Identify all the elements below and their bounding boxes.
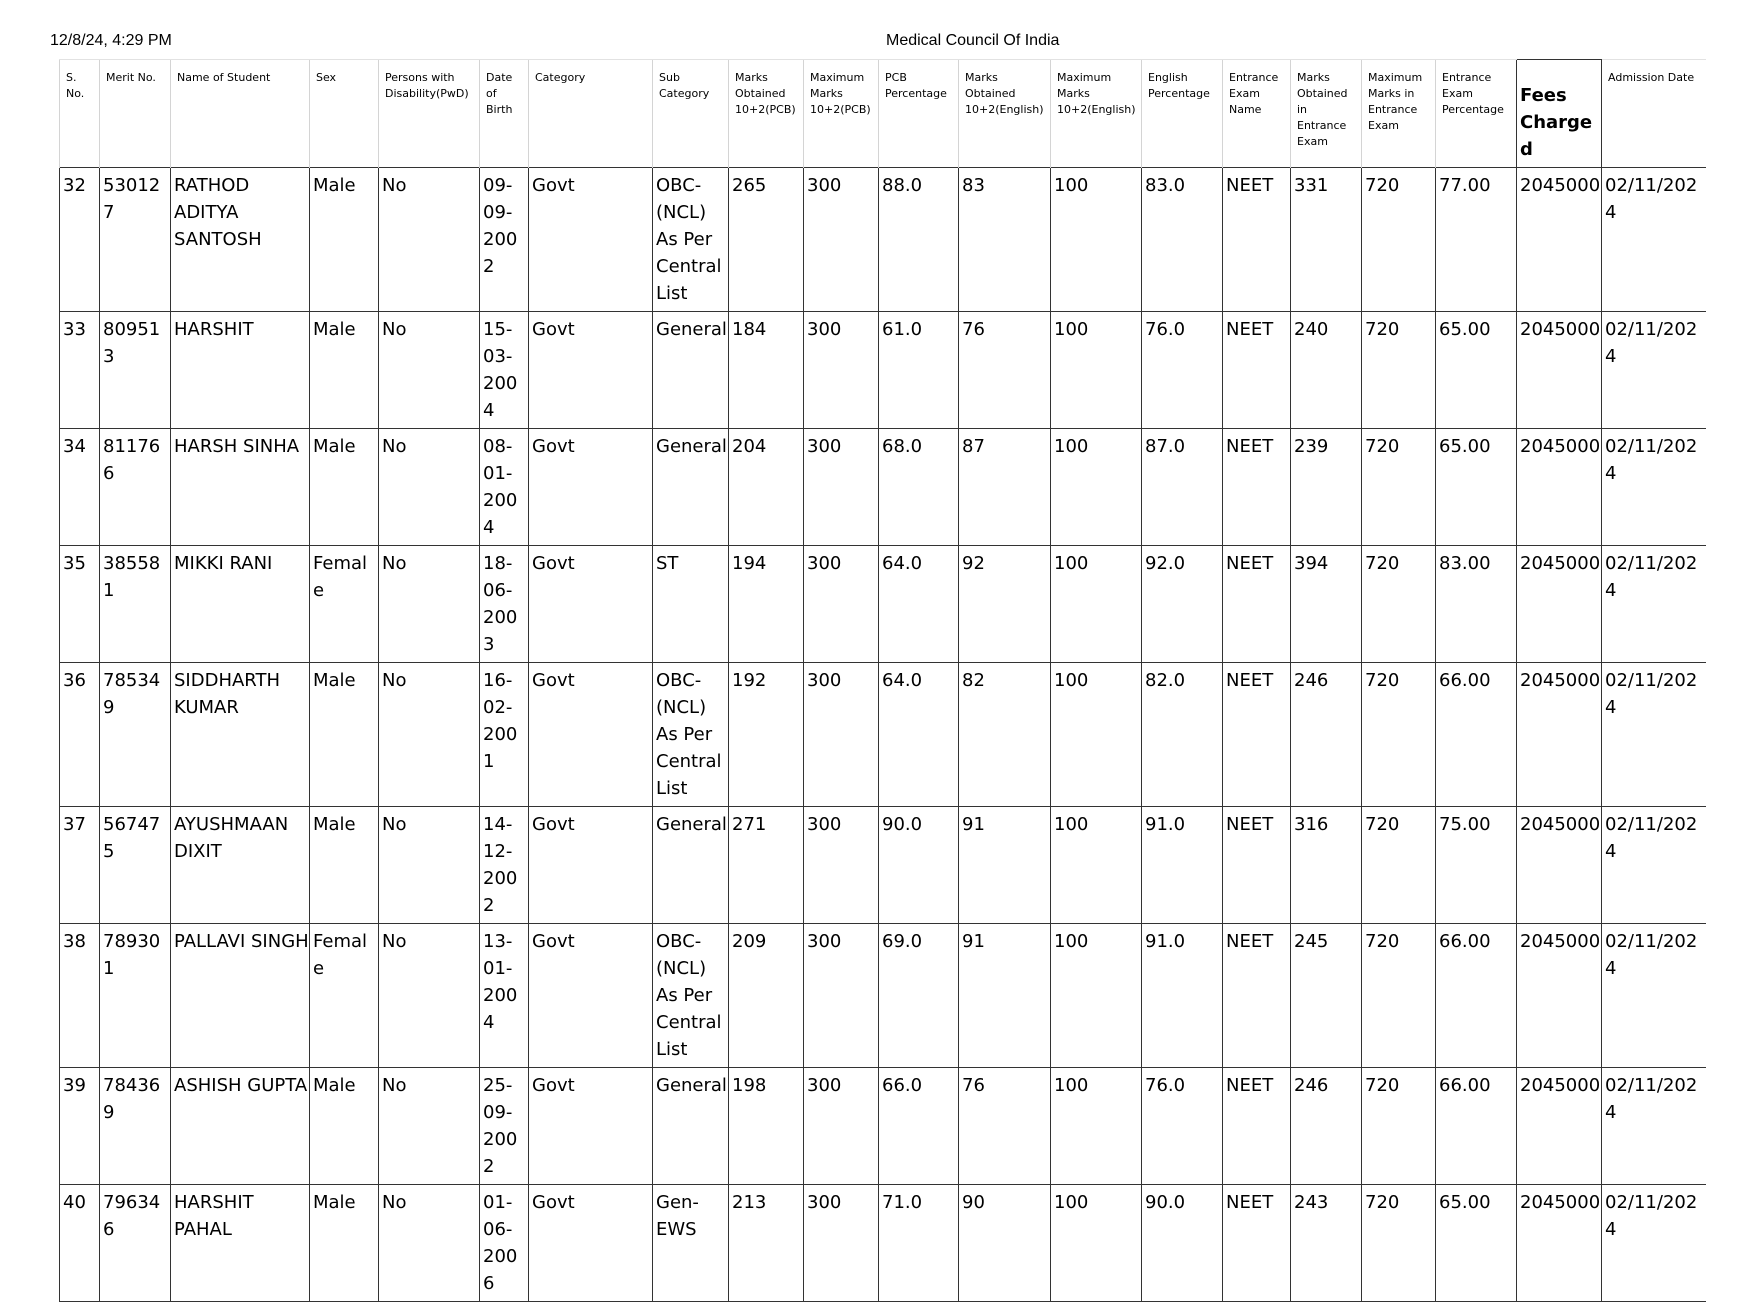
table-cell: 720 — [1362, 312, 1436, 429]
table-cell: No — [379, 924, 480, 1068]
table-cell: 16-02-2001 — [480, 663, 529, 807]
table-cell: 91.0 — [1142, 807, 1223, 924]
table-cell: 18-06-2003 — [480, 546, 529, 663]
table-cell: 02/11/2024 — [1602, 924, 1706, 1068]
table-row — [60, 168, 1706, 312]
table-cell: 271 — [729, 807, 804, 924]
table-cell: No — [379, 1068, 480, 1185]
table-cell: 192 — [729, 663, 804, 807]
table-cell: No — [379, 312, 480, 429]
table-cell: 02/11/2024 — [1602, 663, 1706, 807]
column-header: S. No. — [60, 60, 100, 168]
column-header: Sex — [310, 60, 379, 168]
table-cell: 83.0 — [1142, 168, 1223, 312]
table-cell: 100 — [1051, 546, 1142, 663]
table-cell: 2045000 — [1517, 312, 1602, 429]
table-cell: 87.0 — [1142, 429, 1223, 546]
table-cell: 2045000 — [1517, 546, 1602, 663]
table-cell: NEET — [1223, 1185, 1291, 1302]
column-header: Entrance Exam Percentage — [1436, 60, 1517, 168]
table-cell: Govt — [529, 1068, 653, 1185]
table-cell: Female — [310, 924, 379, 1068]
table-cell: 36 — [60, 663, 100, 807]
column-header: Persons with Disability(PwD) — [379, 60, 480, 168]
table-cell: 68.0 — [879, 429, 959, 546]
table-cell: 65.00 — [1436, 312, 1517, 429]
table-cell: ST — [653, 546, 729, 663]
table-cell: HARSH SINHA — [171, 429, 310, 546]
table-cell: 245 — [1291, 924, 1362, 1068]
table-cell: 66.00 — [1436, 1068, 1517, 1185]
table-cell: 720 — [1362, 924, 1436, 1068]
table-cell: 91.0 — [1142, 924, 1223, 1068]
table-cell: 90.0 — [879, 807, 959, 924]
table-cell: 720 — [1362, 168, 1436, 312]
table-cell: OBC-(NCL) As Per Central List — [653, 168, 729, 312]
table-cell: 69.0 — [879, 924, 959, 1068]
table-cell: 34 — [60, 429, 100, 546]
table-header-row — [60, 60, 1706, 168]
table-cell: 76.0 — [1142, 1068, 1223, 1185]
table-cell: 385581 — [100, 546, 171, 663]
table-cell: MIKKI RANI — [171, 546, 310, 663]
table-cell: Male — [310, 1185, 379, 1302]
table-cell: 2045000 — [1517, 1185, 1602, 1302]
table-cell: 300 — [804, 924, 879, 1068]
table-cell: NEET — [1223, 312, 1291, 429]
table-cell: 789301 — [100, 924, 171, 1068]
table-cell: Male — [310, 168, 379, 312]
column-header: English Percentage — [1142, 60, 1223, 168]
table-cell: 02/11/2024 — [1602, 312, 1706, 429]
table-cell: 784369 — [100, 1068, 171, 1185]
table-cell: OBC-(NCL) As Per Central List — [653, 924, 729, 1068]
column-header: Date of Birth — [480, 60, 529, 168]
table-cell: 64.0 — [879, 663, 959, 807]
table-cell: 2045000 — [1517, 429, 1602, 546]
table-cell: General — [653, 1068, 729, 1185]
table-row — [60, 546, 1706, 663]
table-cell: 184 — [729, 312, 804, 429]
table-cell: 15-03-2004 — [480, 312, 529, 429]
table-cell: Male — [310, 429, 379, 546]
print-datetime: 12/8/24, 4:29 PM — [50, 32, 172, 49]
table-cell: 300 — [804, 312, 879, 429]
table-cell: OBC-(NCL) As Per Central List — [653, 663, 729, 807]
table-row — [60, 924, 1706, 1068]
table-row — [60, 1068, 1706, 1185]
table-cell: 76.0 — [1142, 312, 1223, 429]
table-cell: 300 — [804, 168, 879, 312]
table-cell: Gen-EWS — [653, 1185, 729, 1302]
table-cell: 300 — [804, 1185, 879, 1302]
table-cell: 38 — [60, 924, 100, 1068]
column-header: Maximum Marks 10+2(English) — [1051, 60, 1142, 168]
column-header: Admission Date — [1602, 60, 1706, 168]
table-cell: 82.0 — [1142, 663, 1223, 807]
table-cell: Govt — [529, 429, 653, 546]
document-title: Medical Council Of India — [886, 32, 1060, 49]
table-cell: 92 — [959, 546, 1051, 663]
table-cell: Govt — [529, 546, 653, 663]
table-cell: Female — [310, 546, 379, 663]
column-header: PCB Percentage — [879, 60, 959, 168]
table-cell: 213 — [729, 1185, 804, 1302]
table-cell: 91 — [959, 924, 1051, 1068]
table-cell: 2045000 — [1517, 924, 1602, 1068]
table-cell: NEET — [1223, 663, 1291, 807]
table-row — [60, 1185, 1706, 1302]
table-cell: Male — [310, 312, 379, 429]
table-cell: 720 — [1362, 807, 1436, 924]
table-row — [60, 807, 1706, 924]
table-cell: No — [379, 663, 480, 807]
table-cell: 100 — [1051, 312, 1142, 429]
table-cell: NEET — [1223, 1068, 1291, 1185]
table-cell: 02/11/2024 — [1602, 807, 1706, 924]
table-cell: RATHOD ADITYA SANTOSH — [171, 168, 310, 312]
table-cell: 33 — [60, 312, 100, 429]
table-cell: 811766 — [100, 429, 171, 546]
table-cell: 13-01-2004 — [480, 924, 529, 1068]
table-cell: 204 — [729, 429, 804, 546]
table-cell: 01-06-2006 — [480, 1185, 529, 1302]
table-cell: Govt — [529, 1185, 653, 1302]
column-header: Maximum Marks 10+2(PCB) — [804, 60, 879, 168]
column-header: Merit No. — [100, 60, 171, 168]
table-cell: 77.00 — [1436, 168, 1517, 312]
table-cell: 90.0 — [1142, 1185, 1223, 1302]
table-cell: 91 — [959, 807, 1051, 924]
table-cell: 2045000 — [1517, 168, 1602, 312]
table-cell: 88.0 — [879, 168, 959, 312]
table-cell: Govt — [529, 924, 653, 1068]
table-cell: NEET — [1223, 429, 1291, 546]
column-header: Name of Student — [171, 60, 310, 168]
table-cell: 785349 — [100, 663, 171, 807]
table-cell: 76 — [959, 312, 1051, 429]
table-cell: 2045000 — [1517, 663, 1602, 807]
table-cell: 71.0 — [879, 1185, 959, 1302]
table-cell: 02/11/2024 — [1602, 168, 1706, 312]
table-cell: 720 — [1362, 663, 1436, 807]
table-body — [60, 168, 1706, 1302]
table-cell: 25-09-2002 — [480, 1068, 529, 1185]
table-cell: 530127 — [100, 168, 171, 312]
table-cell: 300 — [804, 663, 879, 807]
table-cell: 100 — [1051, 807, 1142, 924]
table-cell: 300 — [804, 546, 879, 663]
table-cell: 37 — [60, 807, 100, 924]
table-cell: 66.0 — [879, 1068, 959, 1185]
table-cell: 76 — [959, 1068, 1051, 1185]
table-cell: 02/11/2024 — [1602, 1185, 1706, 1302]
table-cell: 65.00 — [1436, 1185, 1517, 1302]
table-cell: 720 — [1362, 546, 1436, 663]
table-cell: 240 — [1291, 312, 1362, 429]
table-cell: 83.00 — [1436, 546, 1517, 663]
table-cell: 92.0 — [1142, 546, 1223, 663]
table-cell: Govt — [529, 663, 653, 807]
table-cell: 02/11/2024 — [1602, 546, 1706, 663]
table-row — [60, 663, 1706, 807]
table-cell: 09-09-2002 — [480, 168, 529, 312]
table-cell: 40 — [60, 1185, 100, 1302]
table-cell: 87 — [959, 429, 1051, 546]
table-cell: 720 — [1362, 429, 1436, 546]
table-cell: No — [379, 1185, 480, 1302]
table-cell: 246 — [1291, 663, 1362, 807]
table-cell: 100 — [1051, 924, 1142, 1068]
column-header: Fees Charged — [1517, 60, 1602, 168]
table-cell: 209 — [729, 924, 804, 1068]
table-cell: NEET — [1223, 807, 1291, 924]
table-cell: HARSHIT — [171, 312, 310, 429]
table-cell: NEET — [1223, 546, 1291, 663]
table-cell: Male — [310, 663, 379, 807]
table-cell: 720 — [1362, 1068, 1436, 1185]
table-cell: General — [653, 312, 729, 429]
table-cell: 265 — [729, 168, 804, 312]
table-cell: 39 — [60, 1068, 100, 1185]
table-cell: General — [653, 807, 729, 924]
table-cell: 567475 — [100, 807, 171, 924]
table-cell: 75.00 — [1436, 807, 1517, 924]
table-cell: No — [379, 168, 480, 312]
table-cell: 90 — [959, 1185, 1051, 1302]
table-cell: 65.00 — [1436, 429, 1517, 546]
table-cell: 300 — [804, 807, 879, 924]
table-cell: 02/11/2024 — [1602, 429, 1706, 546]
table-cell: 35 — [60, 546, 100, 663]
table-cell: 02/11/2024 — [1602, 1068, 1706, 1185]
table-cell: 100 — [1051, 168, 1142, 312]
table-cell: 83 — [959, 168, 1051, 312]
table-cell: 100 — [1051, 1185, 1142, 1302]
table-cell: NEET — [1223, 924, 1291, 1068]
table-cell: 809513 — [100, 312, 171, 429]
table-cell: Male — [310, 1068, 379, 1185]
table-cell: 61.0 — [879, 312, 959, 429]
table-cell: 394 — [1291, 546, 1362, 663]
column-header: Marks Obtained in Entrance Exam — [1291, 60, 1362, 168]
table-cell: General — [653, 429, 729, 546]
table-cell: No — [379, 429, 480, 546]
table-cell: 720 — [1362, 1185, 1436, 1302]
table-cell: 100 — [1051, 663, 1142, 807]
column-header: Marks Obtained 10+2(PCB) — [729, 60, 804, 168]
column-header: Category — [529, 60, 653, 168]
table-cell: 100 — [1051, 429, 1142, 546]
table-cell: AYUSHMAAN DIXIT — [171, 807, 310, 924]
table-cell: ASHISH GUPTA — [171, 1068, 310, 1185]
table-cell: NEET — [1223, 168, 1291, 312]
table-cell: 316 — [1291, 807, 1362, 924]
table-cell: Male — [310, 807, 379, 924]
table-cell: Govt — [529, 312, 653, 429]
table-cell: No — [379, 807, 480, 924]
column-header: Sub Category — [653, 60, 729, 168]
table-cell: 300 — [804, 429, 879, 546]
table-cell: 796346 — [100, 1185, 171, 1302]
table-cell: HARSHIT PAHAL — [171, 1185, 310, 1302]
table-row — [60, 429, 1706, 546]
table-cell: 100 — [1051, 1068, 1142, 1185]
table-cell: 66.00 — [1436, 924, 1517, 1068]
table-cell: 331 — [1291, 168, 1362, 312]
table-cell: 243 — [1291, 1185, 1362, 1302]
table-cell: 08-01-2004 — [480, 429, 529, 546]
table-cell: 300 — [804, 1068, 879, 1185]
table-cell: 2045000 — [1517, 807, 1602, 924]
table-cell: 198 — [729, 1068, 804, 1185]
table-cell: 14-12-2002 — [480, 807, 529, 924]
table-cell: Govt — [529, 168, 653, 312]
print-header — [0, 32, 1755, 54]
table-cell: 2045000 — [1517, 1068, 1602, 1185]
table-cell: 64.0 — [879, 546, 959, 663]
table-cell: 239 — [1291, 429, 1362, 546]
table-cell: 194 — [729, 546, 804, 663]
table-cell: 82 — [959, 663, 1051, 807]
table-cell: Govt — [529, 807, 653, 924]
table-cell: 66.00 — [1436, 663, 1517, 807]
table-cell: PALLAVI SINGH — [171, 924, 310, 1068]
student-admission-table — [59, 59, 1706, 1302]
table-cell: 32 — [60, 168, 100, 312]
table-row — [60, 312, 1706, 429]
column-header: Maximum Marks in Entrance Exam — [1362, 60, 1436, 168]
column-header: Marks Obtained 10+2(English) — [959, 60, 1051, 168]
table-cell: SIDDHARTH KUMAR — [171, 663, 310, 807]
table-cell: 246 — [1291, 1068, 1362, 1185]
table-cell: No — [379, 546, 480, 663]
column-header: Entrance Exam Name — [1223, 60, 1291, 168]
